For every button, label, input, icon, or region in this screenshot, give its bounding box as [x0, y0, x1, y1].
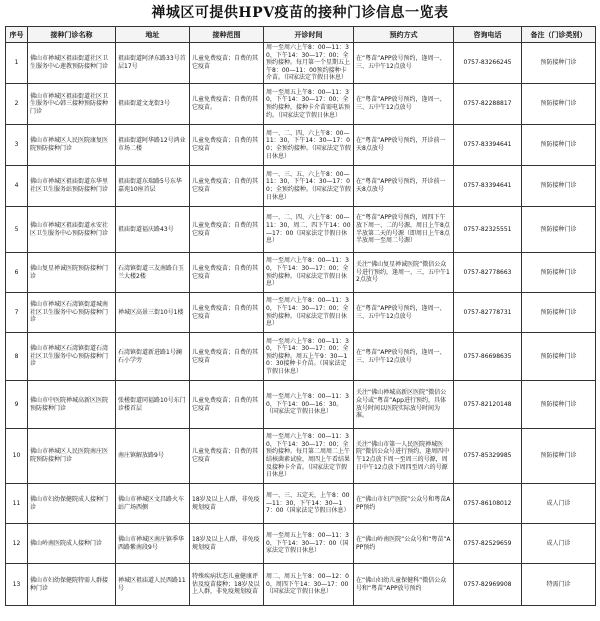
- booking-method: 在“佛山市妇产医院”公众号和粤苗APP预约: [354, 484, 454, 524]
- table-row: [6, 484, 596, 524]
- opening-hours: 周一至周六上午8：00—11：30，下午14：30—17：00；全预约接种。（国家法定节假日休息）: [264, 293, 354, 333]
- table-row: [6, 43, 596, 84]
- clinic-category: 预防接种门诊: [522, 333, 596, 381]
- table-row: [6, 564, 596, 606]
- clinic-category: 预防接种门诊: [522, 429, 596, 484]
- clinic-category: 预防接种门诊: [522, 84, 596, 125]
- vaccination-scope: 儿童免费疫苗；自费的其它疫苗: [190, 253, 264, 293]
- header-scope: 接种范围: [190, 27, 264, 43]
- clinic-name: 佛山市禅城区人民医院康复医院预防接种门诊: [28, 125, 116, 166]
- clinic-address: 石湾镇街道新进路1号澜石小学旁: [116, 333, 190, 381]
- phone-number: 0757-82969908: [454, 564, 522, 606]
- phone-number: 0757-82778663: [454, 253, 522, 293]
- table-row: [6, 429, 596, 484]
- clinic-category: 预防接种门诊: [522, 293, 596, 333]
- table-row: [6, 333, 596, 381]
- clinic-category: 预防接种门诊: [522, 207, 596, 253]
- booking-method: 关注“佛山禅城高新区医院”微信公众号或“粤苗”App进行预约，具体放号时间以医院实际放号时间为准。: [354, 381, 454, 429]
- phone-number: 0757-86108012: [454, 484, 522, 524]
- row-number: 1: [6, 43, 28, 84]
- booking-method: 在“佛山妇幼儿童保健科”微信公众号和“粤苗”APP放号预约: [354, 564, 454, 606]
- booking-method: 在“粤苗”APP放号预约，逢周一、三、五中午12点放号: [354, 84, 454, 125]
- clinic-address: 禅城区高景三街10号1楼: [116, 293, 190, 333]
- phone-number: 0757-83266245: [454, 43, 522, 84]
- clinic-address: 祖庙街道福庆路43号: [116, 207, 190, 253]
- opening-hours: 周一至周五上午8：00—11：30，下午14：30—17：00；全预约接种，接种卡介苗需电话预约。（国家法定节假日休息）: [264, 84, 354, 125]
- opening-hours: 周一至周六上午8：00—11：30，下午14：30—17：00；全预约接种。（国家法定节假日休息）: [264, 253, 354, 293]
- booking-method: 在“粤苗”APP放号预约，逢周一、三、五中午12点放号: [354, 333, 454, 381]
- document-title: 禅城区可提供HPV疫苗的接种门诊信息一览表: [151, 5, 449, 21]
- table-row: [6, 84, 596, 125]
- booking-method: 在“粤苗”APP放号预约，逢周一、三、五中午12点放号: [354, 43, 454, 84]
- booking-method: 在“粤苗”APP放号预约，周四下午放下周一、二的号源，周日上午8点半放第二天的号源（即周日上午8点半放周一至周二号源）: [354, 207, 454, 253]
- phone-number: 0757-85329985: [454, 429, 522, 484]
- clinic-address: 祖庙街道阿泽东路33号首层17号: [116, 43, 190, 84]
- clinic-category: 成人门诊: [522, 484, 596, 524]
- clinic-name: 佛山市禅城区人民医院南庄医院预防接种门诊: [28, 429, 116, 484]
- clinic-name: 佛山市妇幼保健院特需人群接种门诊: [28, 564, 116, 606]
- clinic-table: [5, 26, 596, 606]
- clinic-name: 佛山市禅城区石湾镇街道石湾社区卫生服务中心预防接种门诊: [28, 333, 116, 381]
- header-note: 备注（门诊类别）: [522, 27, 596, 43]
- table-row: [6, 207, 596, 253]
- vaccination-scope: 儿童免费疫苗；自费的其它疫苗: [190, 293, 264, 333]
- clinic-category: 预防接种门诊: [522, 43, 596, 84]
- clinic-name: 佛山市禅城区祖庙街道东华里社区卫生服务站预防接种门诊: [28, 166, 116, 207]
- phone-number: 0757-82120148: [454, 381, 522, 429]
- opening-hours: 周一、三、五定天，上午8：00—11：30，下午14：30—17：00（国家法定节假日休息）: [264, 484, 354, 524]
- vaccination-scope: 18岁及以上人群，非免疫规划疫苗: [190, 484, 264, 524]
- header-booking: 预约方式: [354, 27, 454, 43]
- clinic-address: 佛山市禅城区文昌路火车站广场西侧: [116, 484, 190, 524]
- vaccination-scope: 儿童免费疫苗；自费的其它疫苗。: [190, 84, 264, 125]
- header-hours: 开诊时间: [264, 27, 354, 43]
- phone-number: 0757-82288817: [454, 84, 522, 125]
- opening-hours: 周一至周六上午8：00—11：30，下午14：30—17：00；全预约接种。每月第二周周二上午结核菌素试验，周四上午看结果及接种卡介苗。（国家法定节假日休息）: [264, 429, 354, 484]
- booking-method: 在“粤苗”APP放号预约，开诊前一天8点放号: [354, 166, 454, 207]
- vaccination-scope: 儿童免费疫苗；自费的其它疫苗: [190, 125, 264, 166]
- phone-number: 0757-83394641: [454, 166, 522, 207]
- clinic-address: 石湾镇街道三友南路白玉兰大楼2楼: [116, 253, 190, 293]
- vaccination-scope: 儿童免费疫苗；自费的其它疫苗: [190, 166, 264, 207]
- clinic-name: 佛山市禅城区祖庙街道永安社区卫生服务中心预防接种门诊: [28, 207, 116, 253]
- vaccination-scope: 儿童免费疫苗；自费的其它疫苗: [190, 333, 264, 381]
- row-number: 12: [6, 524, 28, 564]
- phone-number: 0757-83394641: [454, 125, 522, 166]
- clinic-address: 祖庙街道阿华路12号鸿业市场二楼: [116, 125, 190, 166]
- clinic-address: 祖庙街道东瑞路5号东华嘉苑10座首层: [116, 166, 190, 207]
- row-number: 11: [6, 484, 28, 524]
- clinic-name: 佛山岭南医院成人接种门诊: [28, 524, 116, 564]
- phone-number: 0757-82529659: [454, 524, 522, 564]
- clinic-category: 特需门诊: [522, 564, 596, 606]
- row-number: 7: [6, 293, 28, 333]
- table-row: [6, 166, 596, 207]
- header-address: 地址: [116, 27, 190, 43]
- clinic-name: 佛山市禅城区石湾镇街道城南社区卫生服务中心预防接种门诊: [28, 293, 116, 333]
- table-row: [6, 381, 596, 429]
- header-no: 序号: [6, 27, 28, 43]
- phone-number: 0757-82778731: [454, 293, 522, 333]
- opening-hours: 周一至周六上午8：00—11：30，下午14：30—17：00；全预约接种。周五上午9：30—10：30接种卡介苗。（国家法定节假日休息）: [264, 333, 354, 381]
- clinic-address: 祖庙街道文龙街3号: [116, 84, 190, 125]
- row-number: 6: [6, 253, 28, 293]
- phone-number: 0757-86698635: [454, 333, 522, 381]
- vaccination-scope: 儿童免费疫苗；自费的其它疫苗: [190, 429, 264, 484]
- vaccination-scope: 儿童免费疫苗；自费的其它疫苗: [190, 43, 264, 84]
- phone-number: 0757-82325551: [454, 207, 522, 253]
- opening-hours: 周一至周五上午8：00—11：30，下午14：30—17：00（国家法定节假日休息）: [264, 524, 354, 564]
- table-row: [6, 524, 596, 564]
- table-row: [6, 253, 596, 293]
- booking-method: 关注“佛山复星禅诚医院”微信公众号进行预约，逢周一、三、五中午12点放号: [354, 253, 454, 293]
- clinic-address: 张槎街道同福路10号东门诊楼首层: [116, 381, 190, 429]
- booking-method: 在“粤苗”APP放号预约，开诊前一天8点放号: [354, 125, 454, 166]
- opening-hours: 周一、二、四、六上午8：00—11：30，周二、四下午14：00—17：00（国家法定节假日休息）: [264, 207, 354, 253]
- vaccination-scope: 特殊疾病状态儿童健康评估及疫苗接种；18岁及以上人群，非免疫规划疫苗: [190, 564, 264, 606]
- clinic-category: 预防接种门诊: [522, 125, 596, 166]
- clinic-category: 预防接种门诊: [522, 381, 596, 429]
- row-number: 3: [6, 125, 28, 166]
- header-clinic-name: 接种门诊名称: [28, 27, 116, 43]
- clinic-category: 成人门诊: [522, 524, 596, 564]
- booking-method: 在“粤苗”APP放号预约，逢周一、三、五中午12点放号: [354, 293, 454, 333]
- opening-hours: 周一、三、五、六上午8：00—11：30，下午14：30—17：00；全预约接种。（国家法定节假日休息）: [264, 166, 354, 207]
- booking-method: 在“佛山岭南医院”公众号和“粤苗”APP预约: [354, 524, 454, 564]
- clinic-name: 佛山市中医院禅城高新区医院预防接种门诊: [28, 381, 116, 429]
- row-number: 4: [6, 166, 28, 207]
- table-row: [6, 125, 596, 166]
- booking-method: 关注“佛山市第一人民医院禅城医院”微信公众号进行预约，逢周四中午12点放下周一至周三的号源，周日中午12点放下周四至周六的号源: [354, 429, 454, 484]
- row-number: 8: [6, 333, 28, 381]
- clinic-name: 佛山市禅城区祖庙街道社区卫生服务中心韩三接种预防接种门诊: [28, 84, 116, 125]
- clinic-category: 预防接种门诊: [522, 253, 596, 293]
- row-number: 10: [6, 429, 28, 484]
- vaccination-scope: 儿童免费疫苗；自费的其它疫苗: [190, 207, 264, 253]
- clinic-address: 南庄镇解放路9号: [116, 429, 190, 484]
- clinic-address: 佛山市禅城区南庄镇季华西路紫南段9号: [116, 524, 190, 564]
- clinic-name: 佛山市禅城区祖庙街道社区卫生服务中心莲教预防接种门诊: [28, 43, 116, 84]
- opening-hours: 周一、二、四、六上午8：00—11：30，下午14：30—17：00；全预约接种。（国家法定节假日休息）: [264, 125, 354, 166]
- row-number: 2: [6, 84, 28, 125]
- clinic-address: 禅城区祖庙道人民西路11号: [116, 564, 190, 606]
- clinic-name: 佛山复星禅诚医院预防接种门诊: [28, 253, 116, 293]
- row-number: 5: [6, 207, 28, 253]
- vaccination-scope: 18岁及以上人群，非免疫规划疫苗: [190, 524, 264, 564]
- row-number: 13: [6, 564, 28, 606]
- opening-hours: 周一至周六上午8：00—11：30，下午14：30—17：00；全预约接种。每月第一个星期五上午8：00—11：00预约接种卡介苗。（国家法定节假日休息）: [264, 43, 354, 84]
- clinic-name: 佛山市妇幼保健院成人接种门诊: [28, 484, 116, 524]
- vaccination-scope: 儿童免费疫苗；自费的其它疫苗: [190, 381, 264, 429]
- opening-hours: 周二、周五上午8：00—12：00，周四下午14：30—17：00（国家法定节假日休息）: [264, 564, 354, 606]
- opening-hours: 周一至周六上午8：00—11：30，下午14：00—16：30。（国家法定节假日休息）: [264, 381, 354, 429]
- clinic-category: 预防接种门诊: [522, 166, 596, 207]
- row-number: 9: [6, 381, 28, 429]
- table-row: [6, 293, 596, 333]
- header-phone: 咨询电话: [454, 27, 522, 43]
- header-row: [6, 27, 596, 43]
